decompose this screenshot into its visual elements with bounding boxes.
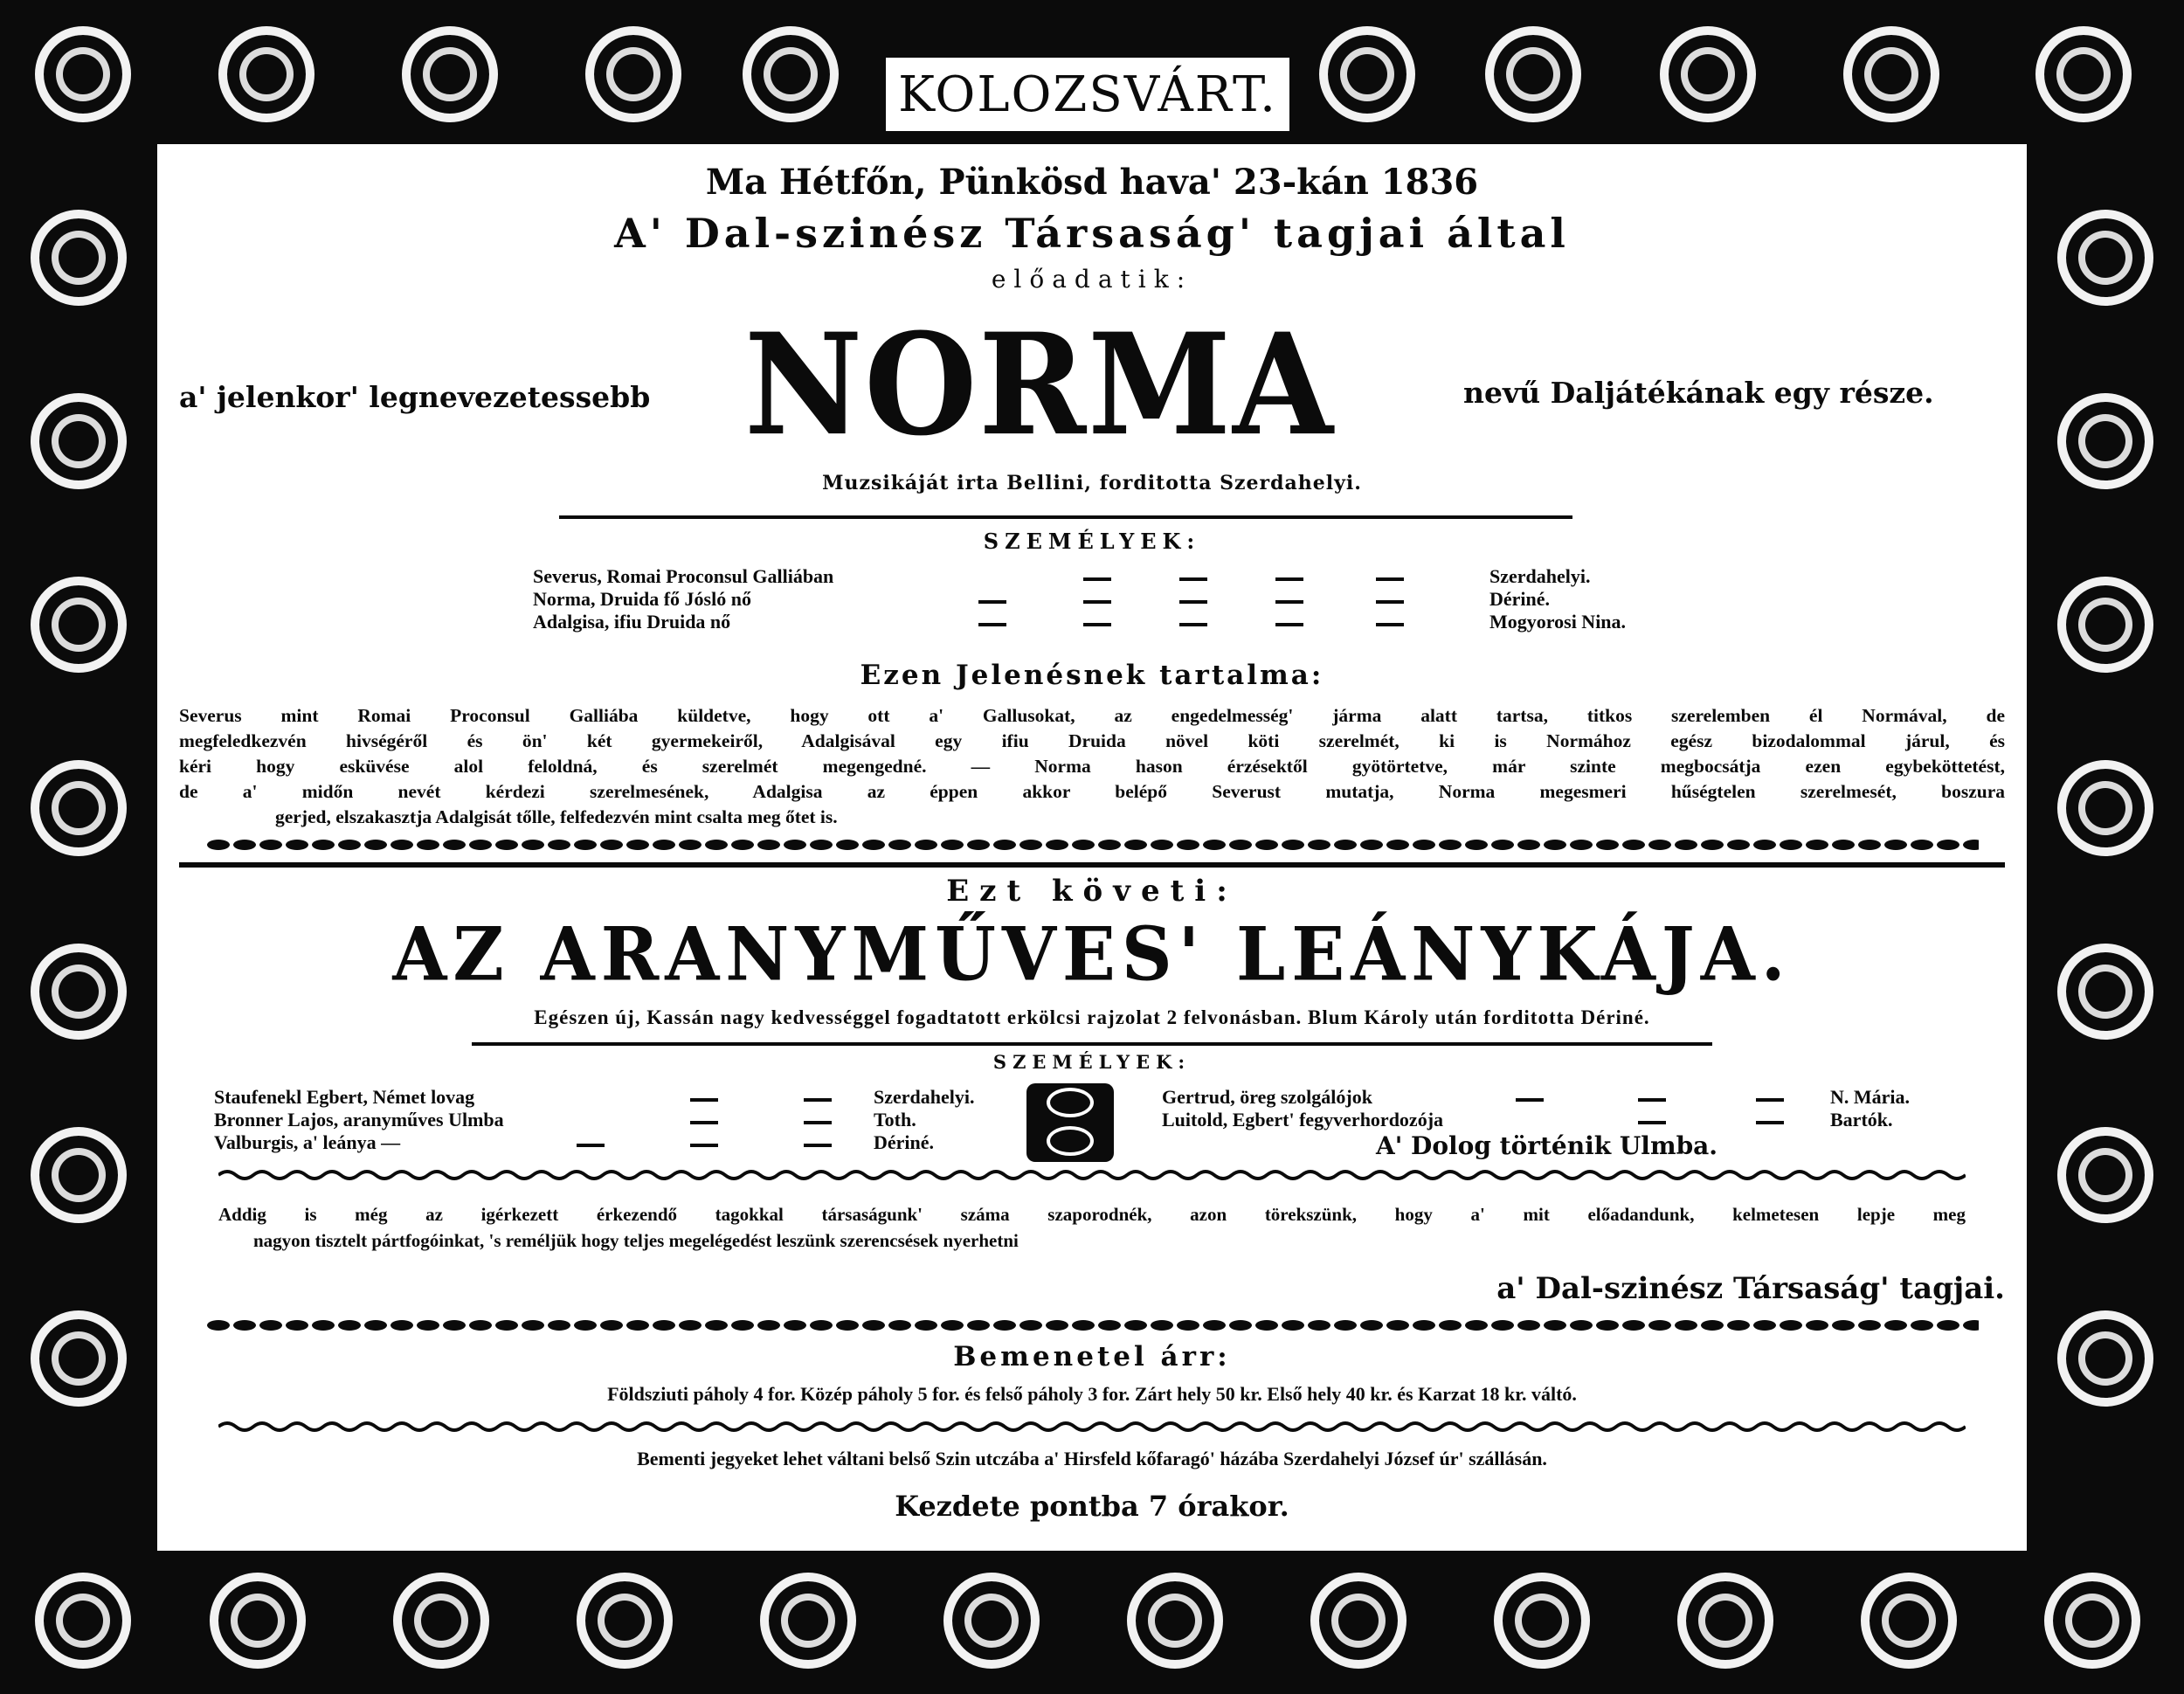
dash-leader [1275,577,1303,581]
dash-leader [1179,623,1207,626]
cast-role: Luitold, Egbert' fegyverhordozója [1162,1109,1444,1130]
divider-rule [472,1042,1712,1046]
rosette-ornament [35,1573,131,1669]
rosette-ornament [943,1573,1040,1669]
rosette-ornament [2057,210,2153,306]
norma-title: NORMA [744,302,1335,467]
rosette-ornament [31,210,127,306]
second-subtitle: Egészen új, Kassán nagy kedvességgel fogadtatott erkölcsi rajzolat 2 felvonásban. Blum Károly után forditotta Dériné. [534,1006,1650,1028]
prices-heading: Bemenetel árr: [953,1341,1231,1372]
dash-leader [690,1098,718,1102]
place-line: A' Dolog történik Ulmba. [1376,1131,1718,1160]
rosette-ornament [210,1573,306,1669]
cast-actor: Szerdahelyi. [1489,565,1591,587]
dash-leader [1083,600,1111,604]
rosette-ornament [1310,1573,1406,1669]
cast-actor: Toth. [874,1109,916,1130]
dash-leader [1083,623,1111,626]
rosette-ornament [1677,1573,1773,1669]
dash-leader [1638,1098,1666,1102]
dash-leader [1179,577,1207,581]
norma-left-text: a' jelenkor' legnevezetessebb [179,380,651,414]
synopsis-line: Severus mint Romai Proconsul Galliába küldetve, hogy ott a' Gallusokat, az engedelmesség' járma alatt tartsa, titkos szerelemben él Normával, de [179,705,2005,726]
rosette-ornament [31,1127,127,1223]
rosette-ornament [743,26,839,122]
rosette-ornament [2044,1573,2140,1669]
start-line: Kezdete pontba 7 órakor. [895,1490,1289,1523]
synopsis [179,703,2005,830]
dash-leader [804,1121,832,1124]
rosette-ornament [35,26,131,122]
second-persons-heading: SZEMÉLYEK: [992,1051,1192,1073]
rosette-ornament [2057,577,2153,673]
cast-actor: N. Mária. [1830,1086,1911,1108]
rosette-ornament [2057,760,2153,856]
rosette-ornament [1494,1573,1590,1669]
cast-actor: Dériné. [1489,588,1551,610]
performed-line: előadatik: [991,265,1193,294]
rosette-ornament [1660,26,1756,122]
rosette-ornament [2057,1127,2153,1223]
divider-rule [559,515,1572,519]
dash-leader [978,623,1006,626]
rosette-ornament [760,1573,856,1669]
date-line: Ma Hétfőn, Pünkösd hava' 23-kán 1836 [705,162,1479,203]
cast-actor: Szerdahelyi. [874,1086,975,1108]
dash-leader [1376,600,1404,604]
cast-role: Bronner Lajos, aranyműves Ulmba [214,1109,504,1130]
cast-actor: Mogyorosi Nina. [1489,611,1627,633]
synopsis-line: kéri hogy esküvése alol feloldná, és szerelmét megengedné. — Norma hason érzésektől gyötörtetve, már szinte megbocsátja ezen egybeköttetést, [179,756,2005,777]
rosette-ornament [393,1573,489,1669]
rosette-ornament [31,1310,127,1407]
ornamental-rule [205,1317,1979,1333]
synopsis-line: gerjed, elszakasztja Adalgisát tőlle, felfedezvén mint csalta meg őtet is. [275,806,838,827]
rosette-ornament [1861,1573,1957,1669]
content-heading: Ezen Jelenésnek tartalma: [860,660,1324,691]
norma-persons-heading: SZEMÉLYEK: [983,529,1201,554]
dash-leader [690,1121,718,1124]
rosette-ornament [31,944,127,1040]
rosette-ornament [31,577,127,673]
rosette-ornament [2057,944,2153,1040]
second-title: AZ ARANYMŰVES' LEÁNYKÁJA. [392,910,1792,998]
poster-content [157,144,2027,1551]
rosette-ornament [31,393,127,489]
notice-line: nagyon tisztelt pártfogóinkat, 's reméljük hogy teljes megelégedést leszünk szerencsések nyerhetni [253,1230,1019,1251]
dash-leader [804,1144,832,1147]
rosette-ornament [577,1573,673,1669]
dash-leader [690,1144,718,1147]
rosette-ornament [1843,26,1939,122]
norma-right-text: nevű Daljátékának egy része. [1463,376,1934,410]
follows-line: Ezt követi: [946,874,1238,909]
divider-rule [179,862,2005,868]
synopsis-line: de a' midőn nevét kérdezi szerelmesének, Adalgisa az éppen akkor belépő Severust mutatja, Norma megesmeri hűségtelen szerelmesét, boszura [179,781,2005,802]
rosette-ornament [1485,26,1581,122]
dash-leader [577,1144,605,1147]
cast-role: Norma, Druida fő Jósló nő [533,588,751,610]
dash-leader [1275,600,1303,604]
dash-leader [1376,623,1404,626]
dash-leader [978,600,1006,604]
rosette-ornament [31,760,127,856]
cast-role: Valburgis, a' leánya — [214,1131,401,1153]
cast-role: Adalgisa, ifiu Druida nő [533,611,731,633]
notice-line: Addig is még az igérkezett érkezendő tagokkal társaságunk' száma szaporodnék, azon törekszünk, hogy a' mit előadandunk, kelmetesen lepje meg [218,1204,1966,1225]
dash-leader [1376,577,1404,581]
dash-leader [1756,1121,1784,1124]
center-ornament-ring [1047,1088,1094,1117]
rosette-ornament [402,26,498,122]
rosette-ornament [218,26,314,122]
company-line: A' Dal-szinész Társaság' tagjai által [614,210,1570,257]
city-title-box [882,54,1293,135]
cast-role: Staufenekl Egbert, Német lovag [214,1086,475,1108]
dash-leader [1275,623,1303,626]
ornamental-rule [218,1168,1966,1182]
tickets-line: Bementi jegyeket lehet váltani belső Szin utczába a' Hirsfeld kőfaragó' házába Szerdahelyi József úr' szállásán. [637,1448,1547,1469]
signature: a' Dal-szinész Társaság' tagjai. [1496,1271,2005,1306]
cast-actor: Bartók. [1830,1109,1893,1130]
rosette-ornament [2057,393,2153,489]
dash-leader [1756,1098,1784,1102]
synopsis-line: megfeledkezvén hivségéről és ön' két gyermekeiről, Adalgisával egy ifiu Druida növel köti szerelmét, ki is Normához egész bizodalommal járul, és [179,730,2005,751]
center-ornament-ring [1047,1126,1094,1156]
norma-credit: Muzsikáját irta Bellini, forditotta Szerdahelyi. [822,472,1362,494]
rosette-ornament [1319,26,1415,122]
ornamental-rule [205,837,1979,853]
dash-leader [1638,1121,1666,1124]
cast-actor: Dériné. [874,1131,935,1153]
ornamental-rule [218,1420,1966,1434]
rosette-ornament [2057,1310,2153,1407]
dash-leader [1516,1098,1544,1102]
rosette-ornament [2035,26,2132,122]
cast-role: Gertrud, öreg szolgálójok [1162,1086,1372,1108]
cast-role: Severus, Romai Proconsul Galliában [533,565,834,587]
dash-leader [1083,577,1111,581]
rosette-ornament [585,26,681,122]
notice [218,1201,1966,1254]
prices-line: Földsziuti páholy 4 for. Közép páholy 5 for. és felső páholy 3 for. Zárt hely 50 kr. Első hely 40 kr. és Karzat 18 kr. váltó. [607,1383,1577,1405]
rosette-ornament [1127,1573,1223,1669]
dash-leader [1179,600,1207,604]
dash-leader [804,1098,832,1102]
city-title: KOLOZSVÁRT. [898,66,1277,123]
